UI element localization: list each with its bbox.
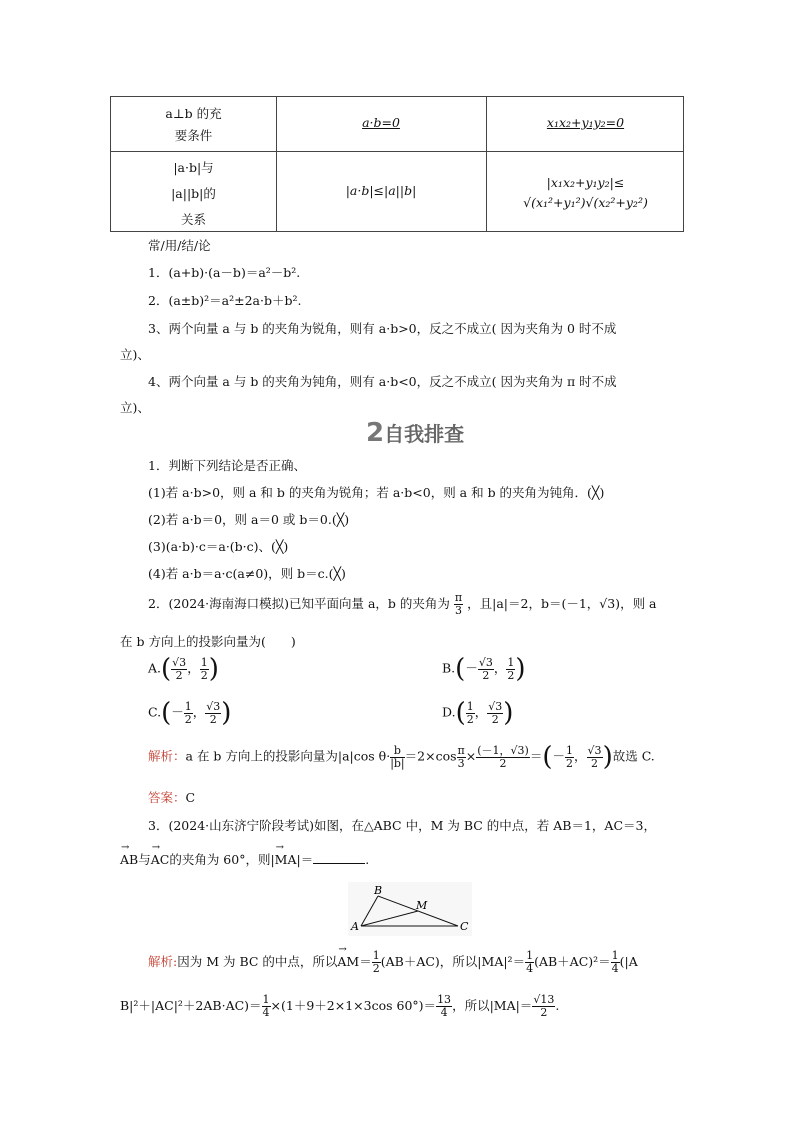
frac-den: 2 [591,756,599,770]
common-item-1: 1．(a+b)·(a－b)＝a²－b². [148,265,301,280]
frac-num: √3 [587,743,602,757]
frac-num: 1 [526,949,534,962]
solution-text: ＝2×cos [404,748,457,764]
solution-text: B|²＋|AC|²＋2AB·AC)＝ [120,998,262,1013]
stem-text: 的夹角为 60°，则| [169,852,275,867]
frac-num: π [454,591,463,604]
frac-den: 2 [499,756,507,770]
frac-num: 1 [262,993,270,1006]
common-item-2: 2．(a±b)²＝a²±2a·b＋b². [148,293,302,308]
solution-text: (|A [619,954,638,969]
table-cell [111,155,276,233]
q3-solution-line2 [120,994,559,1019]
stem-text: . [365,852,370,867]
frac-num: √13 [533,993,555,1006]
frac-den: 2 [482,668,490,682]
table-cell [486,173,685,213]
frac-den: 2 [466,712,474,726]
frac-num: 1 [200,655,208,669]
label-m: M [416,899,428,912]
table-cell: |a·b|≤|a||b| [345,183,417,198]
common-item-4-cont: 立)、 [120,400,150,415]
angle-fraction [454,592,463,617]
q1-statement-2: (2)若 a·b＝0，则 a＝0 或 b＝0.(╳) [148,512,350,527]
cell-text: √(x₁²+y₁²)√(x₂²+y₂²) [523,195,648,210]
section-title-text: 自我排查 [384,422,465,446]
q3-stem-line1: 3．(2024·山东济宁阶段考试)如图，在△ABC 中，M 为 BC 的中点，若 AB＝1，AC＝3， [148,818,656,833]
cell-text: |x₁x₂+y₁y₂|≤ [546,175,625,190]
q2-stem-line2: 在 b 方向上的投影向量为( ) [120,634,296,649]
frac [171,657,187,682]
frac-den: |b| [390,756,405,770]
q2-stem-text: 2．(2024·海南海口模拟)已知平面向量 a，b 的夹角为 [148,596,450,611]
solution-text: 因为 M 为 BC 的中点，所以 [177,954,338,969]
q2-solution: 解析：a 在 b 方向上的投影向量为|a|cos θ· $\frac{b}{|b|}$ ＝2×cos $\frac{\pi}{3}$ × $\frac{(-1,√3)}{2}$ ＝(－ $\frac{1}{2}$ ， $\frac{√3}{2}$ )故选 C. [148,742,655,772]
frac-den: 2 [209,712,217,726]
minus-sign: － [465,660,478,676]
stem-text: |＝ [296,852,314,867]
q2-option-a: A.( $\frac{√3}{2}$ ， $\frac{1}{2}$ ) [148,654,219,684]
cell-text: |a·b|与 [173,160,214,175]
frac-num: √3 [206,699,221,713]
frac [205,701,221,726]
frac [565,745,574,770]
frac-den: 2 [540,1006,548,1019]
frac [390,745,404,770]
frac-den: 4 [262,1006,270,1019]
option-letter: D. [442,704,456,720]
frac [457,745,466,770]
frac-den: 2 [175,668,183,682]
q3-solution-line1 [148,950,638,975]
solution-text: (AB＋AC)，所以|MA|²＝ [380,954,526,969]
frac [478,657,494,682]
solution-text: (AB＋AC)²＝ [534,954,611,969]
frac [184,701,193,726]
frac [262,994,271,1019]
table-cell [111,103,276,147]
cell-text: 关系 [180,212,206,227]
solution-label: 解析: [148,954,178,969]
frac-num: 1 [611,949,619,962]
frac [200,657,209,682]
solution-text: a 在 b 方向上的投影向量为|a|cos θ· [185,748,391,764]
label-a: A [351,920,359,933]
table-cell: x₁x₂+y₁y₂=0 [546,115,625,130]
minus-sign: － [171,704,184,720]
equals-sign: ＝ [529,748,543,764]
vector-ac: → AC [151,852,170,867]
common-item-3-cont: 立)、 [120,347,150,362]
q3-stem-line2 [120,850,369,868]
frac-num: 1 [466,699,474,713]
answer-label: 答案： [148,790,186,805]
frac-den: 2 [184,712,192,726]
stem-text: 与 [138,852,151,867]
solution-text: ＝ [359,954,372,969]
frac-num: √3 [478,655,493,669]
q2-option-b: B.(－ $\frac{√3}{2}$ ， $\frac{1}{2}$ ) [442,654,526,684]
q2-answer [148,788,195,806]
common-item-4: 4、两个向量 a 与 b 的夹角为钝角，则有 a·b<0，反之不成立( 因为夹角为 π 时不成 [148,374,617,389]
label-b: B [374,884,383,897]
frac-den: 2 [200,668,208,682]
q1-statement-1: (1)若 a·b>0，则 a 和 b 的夹角为锐角；若 a·b<0，则 a 和 b 的夹角为钝角．(╳) [148,485,605,500]
frac-num: π [457,743,465,757]
frac-num: 13 [437,993,452,1006]
q1-intro: 1．判断下列结论是否正确、 [148,458,306,473]
frac-den: 4 [611,962,619,975]
conditions-table [110,96,684,232]
frac-num: 1 [566,743,574,757]
q2-stem [148,592,657,617]
frac-den: 2 [372,962,380,975]
q1-statement-3: (3)(a·b)·c＝a·(b·c)、(╳) [148,539,289,554]
triangle-figure [348,882,472,936]
frac-den: 4 [526,962,534,975]
frac [611,950,620,975]
q2-option-d: D.( $\frac{1}{2}$ ， $\frac{√3}{2}$ ) [442,698,514,728]
answer-value: C [185,790,196,805]
common-heading: 常/用/结/论 [148,238,211,253]
frac-num: 1 [184,699,192,713]
option-letter: B. [442,660,456,676]
frac-den: 3 [455,604,462,617]
section-number: 2 [366,418,385,448]
cell-text: 要条件 [174,128,213,143]
solution-text: . [555,998,560,1013]
section-title [366,418,464,448]
frac [487,701,503,726]
frac-num: b [390,745,404,758]
frac-den: 2 [566,756,574,770]
solution-text: ×(1＋9＋2×1×3cos 60°)＝ [270,998,437,1013]
frac-den: 2 [507,668,515,682]
frac-den: 2 [491,712,499,726]
option-letter: A. [148,660,162,676]
option-letter: C. [148,704,162,720]
table-cell: a·b=0 [362,115,400,130]
vector-ab: → AB [120,852,138,867]
frac [372,950,381,975]
frac-num: 1 [507,655,515,669]
frac [587,745,603,770]
figure-background [348,882,472,936]
vector-am: → AM [337,954,359,969]
frac [476,745,530,770]
cell-text: a⊥b 的充 [165,106,222,121]
solution-end: 故选 C. [612,748,655,764]
frac [532,994,555,1019]
q1-statement-4: (4)若 a·b＝a·c(a≠0)，则 b＝c.(╳) [148,566,346,581]
times-sign: × [465,748,477,764]
frac-den: 4 [440,1006,448,1019]
frac [436,994,452,1019]
vector-ma: → MA [275,852,297,867]
frac-num: 1 [372,949,380,962]
solution-text: ，所以|MA|＝ [452,998,533,1013]
label-c: C [460,920,469,933]
common-item-3: 3、两个向量 a 与 b 的夹角为锐角，则有 a·b>0，反之不成立( 因为夹角为 0 时不成 [148,321,617,336]
q2-option-c: C.(－ $\frac{1}{2}$ ， $\frac{√3}{2}$ ) [148,698,232,728]
answer-blank [313,863,365,864]
frac-den: 3 [457,756,465,770]
frac-num: (－1，√3) [477,743,529,757]
cell-text: |a||b|的 [171,186,216,201]
frac [466,701,475,726]
solution-label: 解析： [148,748,186,764]
frac-num: √3 [172,655,187,669]
frac-num: √3 [488,699,503,713]
q2-stem-text: ，且|a|＝2，b＝(－1，√3)，则 a [467,596,657,611]
frac [525,950,534,975]
